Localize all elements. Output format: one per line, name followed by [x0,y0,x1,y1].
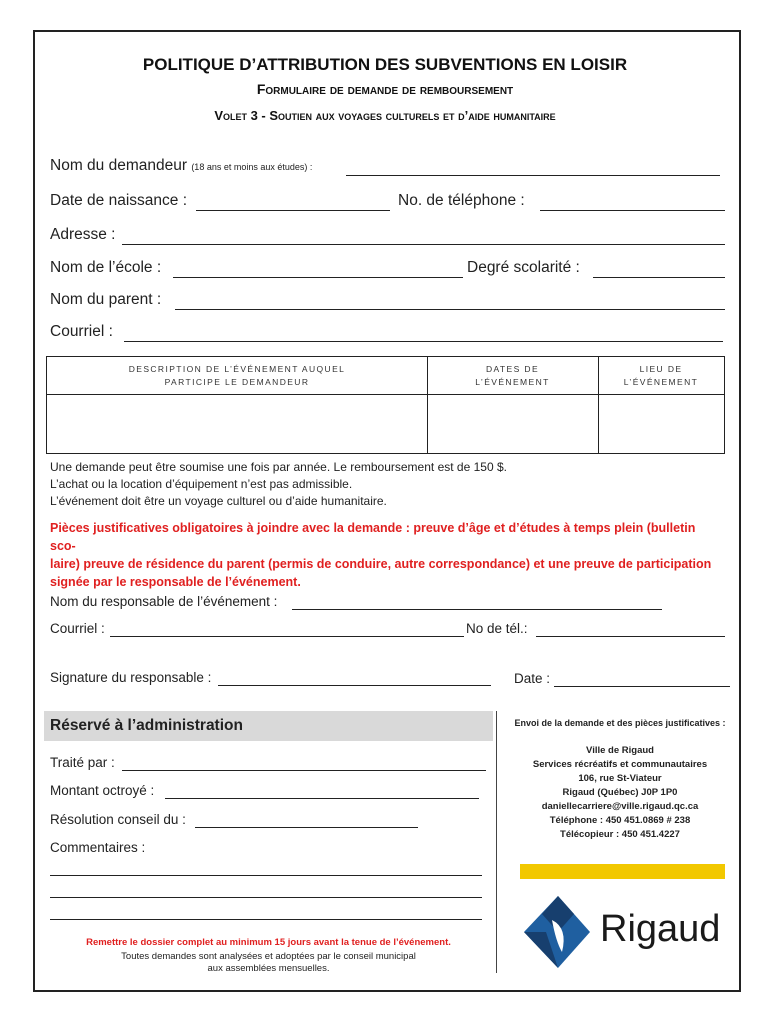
commentaires-label: Commentaires : [50,840,146,855]
col-dates-header [427,363,598,389]
resolution-field[interactable] [195,827,418,828]
nom-demandeur-text: Nom du demandeur [50,157,187,174]
date-field[interactable] [554,686,730,687]
email-link[interactable]: daniellecarriere@ville.rigaud.qc.ca [541,801,699,812]
col-lieu-line: LIEU DE [639,364,683,374]
resolution-label: Résolution conseil du : [50,812,186,827]
ecole-field[interactable] [173,277,463,278]
address-line: Téléphone : 450 451.0869 # 238 [549,815,691,826]
address-line: Ville de Rigaud [586,745,654,756]
date-label: Date : [514,671,551,686]
admin-title: Réservé à l’administration [50,717,243,734]
date-naissance-field[interactable] [196,210,390,211]
nom-demandeur-label [50,157,312,175]
description-cell[interactable] [47,395,427,453]
resp-tel-label: No de tél.: [466,621,528,636]
col-dates-line: DATES DE [485,364,540,374]
envoi-title: Envoi de la demande et des pièces justificatives : [514,718,726,728]
required-docs [50,519,720,591]
parent-field[interactable] [175,309,725,310]
form-volet: Volet 3 - Soutien aux voyages culturels et d’aide humanitaire [214,108,556,123]
col-description-line: PARTICIPE LE DEMANDEUR [164,377,310,387]
ecole-label: Nom de l’école : [50,259,162,276]
event-table [46,356,725,454]
column-divider [496,711,497,973]
commentaires-line[interactable] [50,897,482,898]
responsable-field[interactable] [292,609,662,610]
address-block [500,744,740,842]
address-line: Télécopieur : 450 451.4227 [560,829,680,840]
age-note: (18 ans et moins aux études) : [191,162,313,172]
required-docs-line: signée par le responsable de l’événement. [50,575,301,589]
dates-cell[interactable] [428,395,598,453]
col-lieu-header [598,363,724,389]
courriel-field[interactable] [124,341,723,342]
signature-field[interactable] [218,685,491,686]
address-line: Rigaud (Québec) J0P 1P0 [562,787,678,798]
footer-note: Toutes demandes sont analysées et adoptées par le conseil municipal [121,951,416,962]
parent-label: Nom du parent : [50,291,162,308]
courriel-label: Courriel : [50,323,113,340]
montant-field[interactable] [165,798,479,799]
traite-label: Traité par : [50,755,115,770]
required-docs-line: Pièces justificatives obligatoires à joindre avec la demande : preuve d’âge et d’études à temps plein (bulletin sco- [50,521,696,553]
telephone-field[interactable] [540,210,725,211]
resp-courriel-label: Courriel : [50,621,105,636]
degre-field[interactable] [593,277,725,278]
traite-field[interactable] [122,770,486,771]
accent-bar [520,864,725,879]
nom-demandeur-field[interactable] [346,175,720,176]
commentaires-line[interactable] [50,875,482,876]
rigaud-logo [516,892,736,972]
footer-note: aux assemblées mensuelles. [207,963,330,974]
resp-courriel-field[interactable] [110,636,464,637]
footer-warning: Remettre le dossier complet au minimum 15 jours avant la tenue de l’événement. [86,937,451,948]
col-description-header [47,363,427,389]
degre-label: Degré scolarité : [467,259,580,276]
required-docs-line: laire) preuve de résidence du parent (permis de conduire, autre correspondance) et une preuve de participation [50,557,712,571]
lieu-cell[interactable] [599,395,724,453]
form-subtitle: Formulaire de demande de remboursement [256,81,514,97]
note-line: L’achat ou la location d’équipement n’est pas admissible. [50,477,353,491]
col-dates-line: L’ÉVÉNEMENT [475,377,550,387]
form-title: POLITIQUE D’ATTRIBUTION DES SUBVENTIONS EN LOISIR [142,55,628,74]
adresse-field[interactable] [122,244,725,245]
commentaires-line[interactable] [50,919,482,920]
signature-label: Signature du responsable : [50,670,212,685]
resp-tel-field[interactable] [536,636,725,637]
responsable-label: Nom du responsable de l’événement : [50,594,278,609]
adresse-label: Adresse : [50,226,116,243]
address-line: 106, rue St-Viateur [578,773,662,784]
col-description-line: DESCRIPTION DE L’ÉVÉNEMENT AUQUEL [128,364,346,374]
address-line: Services récréatifs et communautaires [532,759,708,770]
note-line: Une demande peut être soumise une fois par année. Le remboursement est de 150 $. [50,460,507,474]
telephone-label: No. de téléphone : [398,192,525,209]
date-naissance-label: Date de naissance : [50,192,188,209]
montant-label: Montant octroyé : [50,783,155,798]
logo-wordmark: Rigaud [600,908,721,950]
admin-header [44,711,493,741]
note-line: L’événement doit être un voyage culturel ou d’aide humanitaire. [50,494,387,508]
col-lieu-line: L’ÉVÉNEMENT [623,377,699,387]
